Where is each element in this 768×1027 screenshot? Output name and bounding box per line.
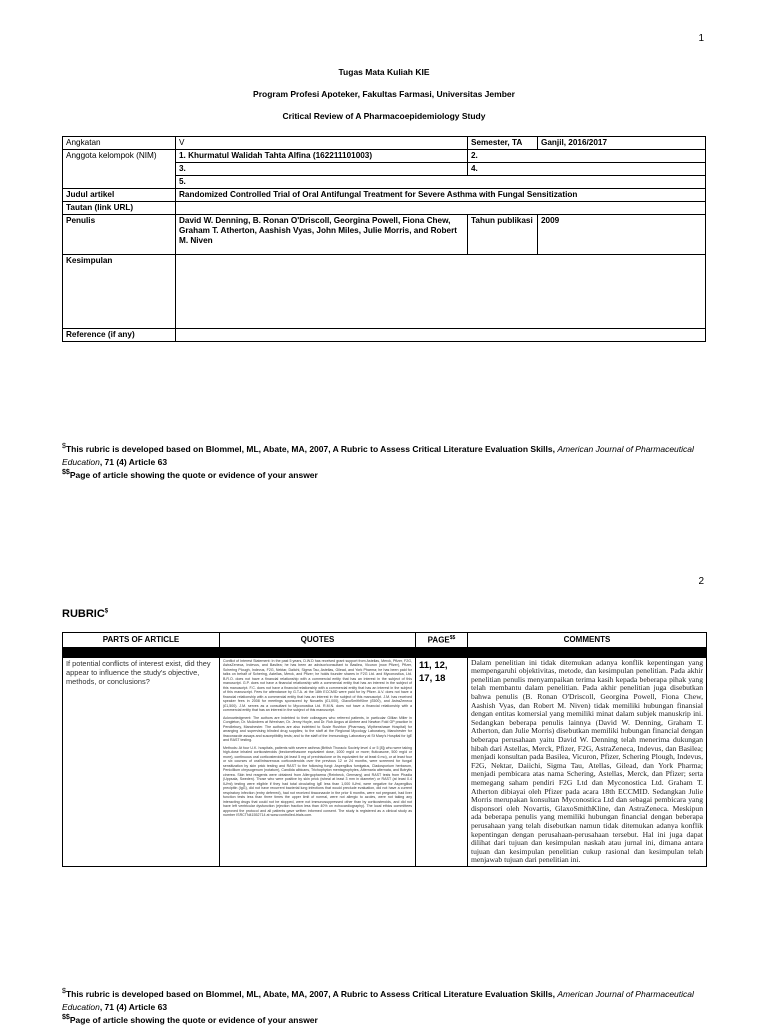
tautan-label: Tautan (link URL) (63, 202, 176, 215)
member-3: 3. (176, 163, 468, 176)
review-form-table (62, 136, 706, 342)
reference-value (176, 329, 706, 342)
quotes-cell (220, 657, 416, 866)
kesimpulan-label: Kesimpulan (63, 255, 176, 329)
header-comments: COMMENTS (468, 633, 707, 648)
judul-label: Judul artikel (63, 189, 176, 202)
semester-label: Semester, TA (468, 137, 538, 150)
quote-conflict: Conflict of Interest Statement: In the past 5 years, D.W.D has received grant support from Astellas, Merck, Pfizer, F2G, AstraZeneca, Indevus, and Basilea; he has been an advisor/consultant to Basilea, Vicuron (now Pfizer), Pfizer, Schering Plough, Indevus, F2G, Nektar, Daiichi, Sigma Tau, Astellas, Gilead, and York Pharma; he has been paid for talks on behalf of Schering, Astellas, Merck, and Pfizer; he holds founder shares in F2G Ltd. and Myconostica, Ltd. B.R.O. does not have a financial relationship with a commercial entity that has an interest in the subject of this manuscript. G.P. does not have a financial relationship with a commercial entity that has an interest in the subject of this manuscript. F.C. does not have a financial relationship with a commercial entity that has an interest in the subject of this manuscript. Fees for attendance by G.T.A. at the 18th ECCMID were paid for by Pfizer. A.V. does not have a financial relationship with a commercial entity that has an interest in the subject of this manuscript. J.M. has received speaker fees in 2008 for meetings sponsored by Novartis (£1,000), GlaxoSmithKline (£500), and AstraZeneca (£1,500). J.M. serves as a consultant to Myconostica Ltd. R.M.N. does not have a financial relationship with a commercial entity that has an interest in the subject of this manuscript. (223, 658, 412, 713)
header-quotes: QUOTES (220, 633, 416, 648)
footnote-3: $This rubric is developed based on Blommel, ML, Abate, MA, 2007, A Rubric to Assess Critical Literature Evaluation Skills, American Journal of Pharmaceutical Education, 71 (4) Article 63 (62, 987, 694, 1012)
member-2: 2. (468, 150, 706, 163)
kesimpulan-value (176, 255, 706, 329)
rubric-question: If potential conflicts of interest exist, did they appear to influence the study's objective, methods, or conclusions? (63, 657, 220, 866)
header-parts: PARTS OF ARTICLE (63, 633, 220, 648)
angkatan-label: Angkatan (63, 137, 176, 150)
judul-value: Randomized Controlled Trial of Oral Antifungal Treatment for Severe Asthma with Fungal Sensitization (176, 189, 706, 202)
penulis-label: Penulis (63, 215, 176, 255)
comments-cell: Dalam penelitian ini tidak ditemukan adanya konflik kepentingan yang mempengaruhi objektivitas, metode, dan kesimpulan penelitian. Pada akhir penelitian penulis menyampaikan terima kasih kepada beberapa pihak yang telah membantu dalam penelitian. Pada akhir penelitian juga disebutkan bahwa penulis (B. Ronan O'Driscoll, Georgina Powell, Fiona Chew, Aashish Vyas, dan Robert M. Niven) tidak memiliki hubungan finansial dengan entitas komersial yang memiliki minat dalam subjek manuskrip ini. Sedangkan beberapa penulis lainnya (David W. Denning, Graham T. Atherton, dan Julie Morris) disebutkan memiliki hubungan financial dengan beberapa perusahaan yaitu David W. Denning telah menerima dukungan hibah dari Astellas, Merck, Pfizer, F2G, AstraZeneca, Indevus, dan Basilea; menjadi konsultan pada Basilea, Vicuron, Pfizer, Schering Plough, Indevus, F2G, Nektar, Daiichi, Sigma Tau, Atellas, Gilead, dan York Pharma; menjadi pembicara atas nama Schering, Astellas, Merck, dan Pfizer; serta memegang saham pendiri F2G Ltd dan Myconostica Ltd. Graham T. Atherton dibiayai oleh Pfizer pada acara 18th ECCMID. Sedangkan Julie Morris merupakan konsultan Myconostica Ltd dan sebagai pembicara yang disponsori oleh Novartis, GlaxoSmithKline, dan AstraZeneca. Meskipun ada beberapa penulis yang memiliki hubungan financial dengan beberapa perusahaan yang telah disebutkan namun tidak ditemukan adanya konflik kepentingan dengan perusahaan-perusahaan tersebut. Hal ini juga dapat dilihat dari tujuan dan kesimpulan naskah atau jurnal ini, dimana antara tujuan dan kesimpulan penelitian cukup rasional dan kesimpulan telah menjawab tujuan dari penelitian ini. (468, 657, 707, 866)
review-title: Critical Review of A Pharmacoepidemiology Study (282, 111, 486, 121)
anggota-label: Anggota kelompok (NIM) (63, 150, 176, 189)
page-number: 1 (698, 33, 704, 44)
footnote-1: $This rubric is developed based on Blommel, ML, Abate, MA, 2007, A Rubric to Assess Critical Literature Evaluation Skills, American Journal of Pharmaceutical Education, 71 (4) Article 63 (62, 442, 694, 467)
page-number-2: 2 (698, 576, 704, 587)
tahun-label: Tahun publikasi (468, 215, 538, 255)
pages-cell: 11, 12, 17, 18 (416, 657, 468, 866)
footnote-4: $$Page of article showing the quote or evidence of your answer (62, 1013, 318, 1025)
reference-label: Reference (if any) (63, 329, 176, 342)
divider-row (63, 647, 707, 657)
semester-value: Ganjil, 2016/2017 (538, 137, 706, 150)
program-title: Program Profesi Apoteker, Fakultas Farmasi, Universitas Jember (253, 89, 515, 99)
member-5: 5. (176, 176, 706, 189)
tahun-value: 2009 (538, 215, 706, 255)
course-title: Tugas Mata Kuliah KIE (338, 67, 430, 77)
member-4: 4. (468, 163, 706, 176)
header-page: PAGE$$ (416, 633, 468, 648)
angkatan-value: V (176, 137, 468, 150)
rubric-title: RUBRIC$ (62, 608, 109, 620)
quote-methods: Methods: At four U.K. hospitals, patients with severe asthma (British Thoracic Society level 4 or 5 [8]) who were taking high-dose inhaled corticosteroids (beclomethasone equivalent dose, 1000 mg/d or more; fluticasone, 500 mg/d or more), continuous oral corticosteroids (at least 5 mg of prednisolone or its equivalent for at least 6 mo), or at least four or six courses of oral/intravenous corticosteroids over the previous 12 or 24 months, were screened for fungal sensitization by skin prick testing and RAST to the following fungi: Aspergillus fumigatus, Cladosporium herbarum, Penicillium chrysogenum (notatum), Candida albicans, Trichophyton mentagrophytes, Alternaria alternata, and Botrytis cinerea. Skin test reagents were obtained from Allergopharma (Reinbeck, Germany) and RAST tests from Phadia (Uppsala, Sweden). Those who were positive by skin prick (wheal at least 3 mm in diameter) or RAST (at least 0.4 IU/ml) testing were eligible if they had total circulating IgE less than 1,000 IU/ml, were negative for Aspergillus precipitin (IgG), did not have recurrent bacterial lung infections that would preclude evaluation, did not have a current respiratory infection (entry deferred), had not received itraconazole in the prior 6 months, were not pregnant, had liver function tests less than three times the upper limit of normal, were not allergic to azoles, were not taking any interacting drugs that could not be stopped, were not immunosuppressed other than by corticosteroids, and did not have left ventricular dysfunction (ejection fraction less than 40% on echocardiography). The local ethics committees approved the protocol and all patients gave written informed consent. The study is registered as a clinical study as number ISRCTN41552714 at www.controlled-trials.com. (223, 745, 412, 818)
rubric-table (62, 632, 707, 867)
member-1: 1. Khurmatul Walidah Tahta Alfina (162211101003) (176, 150, 468, 163)
footnote-2: $$Page of article showing the quote or evidence of your answer (62, 468, 318, 480)
tautan-value (176, 202, 706, 215)
quote-acknowledgment: Acknowledgment: The authors are indebted to their colleagues who referred patients, in particular Gillian Miller in Congleton, Dr. McAndrew at Wrexham, Dr. Jenny Hoyle, and Dr. Rob Angus at Aintree and Newton Fold GP practice in Pendlebury, Manchester. The authors are also indebted to Susie Rushton (Pharmacy, Wythenshawe Hospital) for arranging and supervising blinded drug supplies; to the staff at the Regional Mycology Laboratory, Manchester for itraconazole assays and susceptibility tests; and to the staff of the Immunology Laboratory at St Mary's Hospital for IgE and RAST testing. (223, 715, 412, 743)
penulis-value: David W. Denning, B. Ronan O'Driscoll, Georgina Powell, Fiona Chew, Graham T. Atherton, Aashish Vyas, John Miles, Julie Morris, and Robert M. Niven (176, 215, 468, 255)
